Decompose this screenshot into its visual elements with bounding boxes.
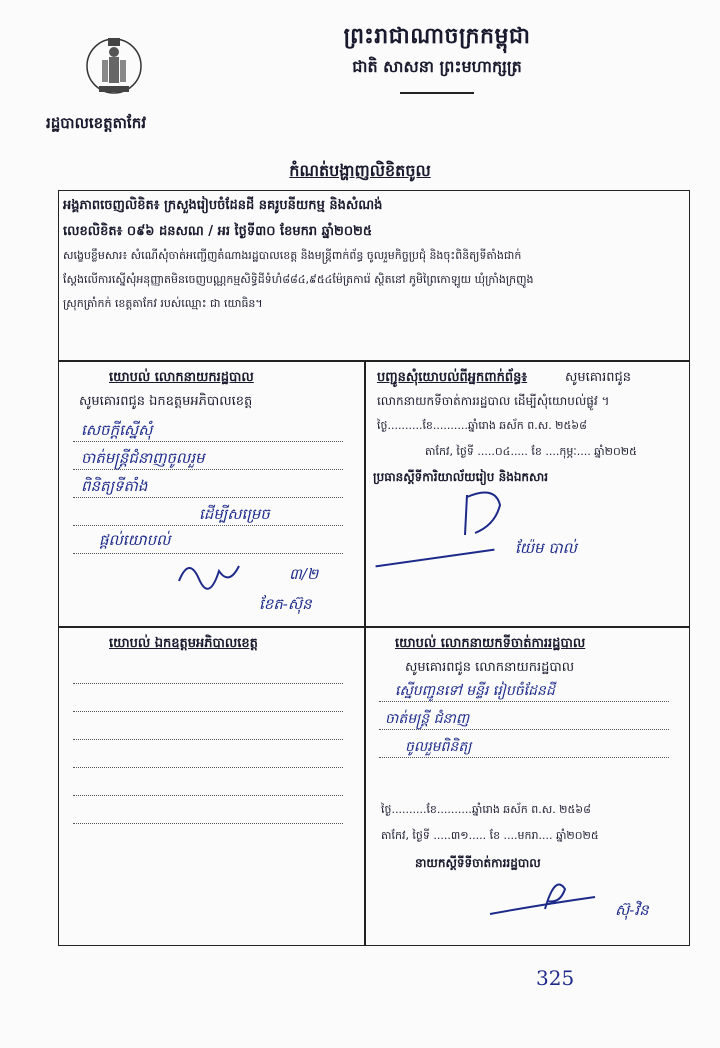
governor-box-addressee: សូមគោរពជូន ឯកឧត្តមអភិបាលខេត្ត <box>79 394 253 409</box>
director-handwriting-1: ស្នើបញ្ជូនទៅ មន្ទីរ រៀបចំដែនដី <box>395 683 555 699</box>
administration-name: រដ្ឋបាលខេត្តតាកែវ <box>46 114 146 132</box>
vice-governor-opinion-box <box>58 626 366 946</box>
document-title: កំណត់បង្ហាញលិខិតចូល <box>289 161 431 180</box>
forward-lunar-date: ថ្ងៃ..........ខែ..........ឆ្នាំរោង ឆស័ក ព.ស. ២៥៦៨ <box>377 419 587 432</box>
sender-line: អង្គភាពចេញលិខិត៖ ក្រសួងរៀបចំដែនដី នគរូបនីយកម្ម និងសំណង់ <box>63 198 383 213</box>
forward-signature-name: យ៉ែម បាល់ <box>515 539 577 557</box>
subject-line-3: ស្រុកត្រាំកក់ ខេត្តតាកែវ របស់ឈ្មោះ ជា យោធិន។ <box>63 297 263 310</box>
kingdom-title: ព្រះរាជាណាចក្រកម្ពុជា <box>343 24 531 49</box>
director-box-title: យោបល់ លោកនាយកទីចាត់ការរដ្ឋបាល <box>395 636 586 651</box>
forward-addressee-b: លោកនាយកទីចាត់ការរដ្ឋបាល ដើម្បីសុំយោបល់ផ្លូវ ។ <box>377 394 610 408</box>
forward-solar-date: តាកែវ, ថ្ងៃទី .....០៤..... ខែ ....កុម្ភៈ.... ឆ្នាំ២០២៥ <box>425 445 637 458</box>
forward-addressee-a: សូមគោរពជូន <box>565 370 632 385</box>
forward-opinion-box <box>364 360 690 628</box>
governor-signature-name: ខែត-ស៊ុន <box>259 595 312 613</box>
emblem-logo <box>84 30 144 112</box>
forward-signature <box>455 485 535 545</box>
director-lunar-date: ថ្ងៃ..........ខែ..........ឆ្នាំរោង ឆស័ក ព.ស. ២៥៦៨ <box>381 803 591 816</box>
forward-role: ប្រធានស្ដីទីការិយាល័យរៀប និងឯកសារ <box>373 470 549 484</box>
national-motto: ជាតិ សាសនា ព្រះមហាក្សត្រ <box>352 57 522 76</box>
reference-line: លេខលិខិត៖ ០៩៦ ដនសណ / អរ ថ្ងៃទី៣០ ខែមករា ឆ្នាំ២០២៥ <box>63 224 373 239</box>
subject-line-1: សង្ខេបខ្លឹមសារ៖ សំណើសុំចាត់អញ្ជើញតំណាងរដ្ឋបាលខេត្ត និងមន្ត្រីពាក់ព័ន្ធ ចូលរួមកិច្ចប្រជុំ និងចុះពិនិត្យទីតាំងជាក់ <box>63 249 522 262</box>
governor-handwriting-6: ៣/២ <box>289 565 319 583</box>
forward-box-title: បញ្ជូនសុំយោបល់ពីអ្នកពាក់ព័ន្ធ៖ <box>377 370 528 385</box>
governor-handwriting-4: ដើម្បីសម្រេច <box>199 505 270 523</box>
director-handwriting-2: ចាត់មន្ត្រី ជំនាញ <box>385 711 470 727</box>
director-handwriting-3: ចូលរួមពិនិត្យ <box>405 739 472 755</box>
director-box-addressee: សូមគោរពជូន លោកនាយករដ្ឋបាល <box>405 660 575 675</box>
director-signature-name: ស៊ុ-វិន <box>615 901 649 919</box>
director-solar-date: តាកែវ, ថ្ងៃទី .....៣១..... ខែ ....មករា.... ឆ្នាំ២០២៥ <box>381 829 599 842</box>
director-role: នាយកស្ដីទីទីចាត់ការរដ្ឋបាល <box>415 856 541 870</box>
governor-handwriting-1: សេចក្ដីស្នើសុំ <box>81 421 153 439</box>
vice-box-title: យោបល់ ឯកឧត្តមអភិបាលខេត្ត <box>109 636 258 651</box>
governor-handwriting-2: ចាត់មន្ត្រីជំនាញចូលរួម <box>81 449 205 467</box>
governor-handwriting-5: ផ្ដល់យោបល់ <box>99 531 171 549</box>
governor-handwriting-3: ពិនិត្យទីតាំង <box>81 477 148 495</box>
director-signature <box>485 869 605 919</box>
governor-box-title: យោបល់ លោកនាយករដ្ឋបាល <box>109 370 254 385</box>
subject-line-2: ស្តែងលើការស្នើសុំអនុញ្ញាតមិនចេញបណ្ណកម្មសិទ្ធិដីទំហំ៨៨៤,៩៥៤ម៉ែត្រការ៉េ ស្ថិតនៅ ភូមិព្រៃកោឡូយ ឃុំក្រាំងក្រញូង <box>63 273 534 286</box>
page-number: 325 <box>536 966 575 990</box>
governor-opinion-box <box>58 360 366 628</box>
director-opinion-box <box>364 626 690 946</box>
governor-signature <box>169 551 269 591</box>
summary-box <box>58 190 690 362</box>
motto-divider <box>400 92 474 94</box>
